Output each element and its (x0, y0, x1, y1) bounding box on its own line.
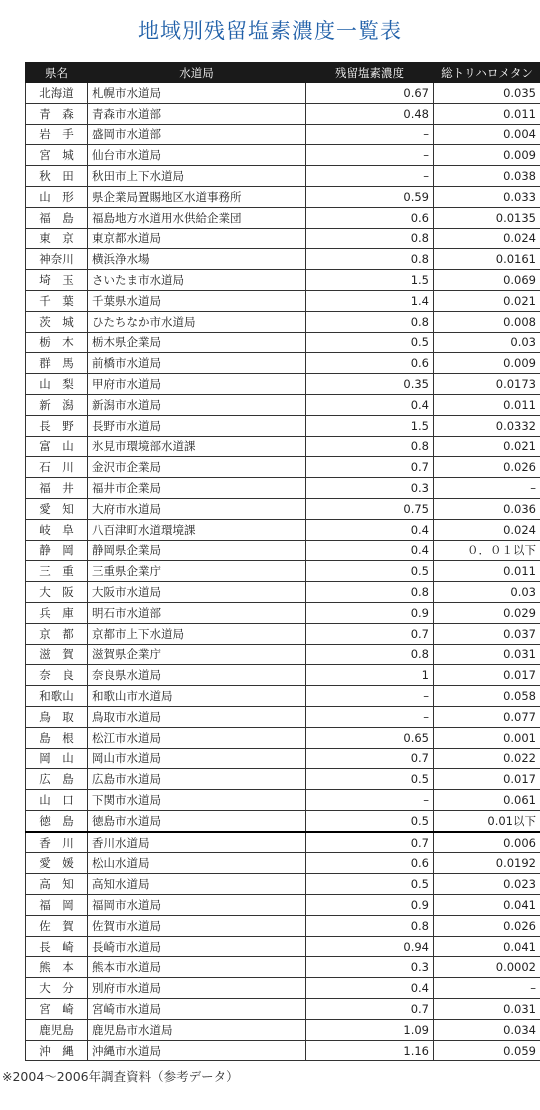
table-row (26, 1019, 540, 1040)
trihalomethane-cell: 0.077 (434, 706, 540, 727)
header-residual-chlorine: 残留塩素濃度 (306, 63, 434, 83)
water-bureau-cell: 沖縄市水道局 (88, 1040, 306, 1061)
table-row (26, 186, 540, 207)
table-row (26, 145, 540, 166)
table-row (26, 769, 540, 790)
table-row (26, 999, 540, 1020)
trihalomethane-cell: 0.037 (434, 623, 540, 644)
water-bureau-cell: 松山水道局 (88, 853, 306, 874)
trihalomethane-cell: 0.03 (434, 332, 540, 353)
trihalomethane-cell: 0.041 (434, 936, 540, 957)
table-row (26, 166, 540, 187)
residual-chlorine-cell: 0.5 (306, 874, 434, 895)
residual-chlorine-cell: 0.7 (306, 999, 434, 1020)
prefecture-cell: 群 馬 (26, 353, 88, 374)
residual-chlorine-cell: 0.5 (306, 332, 434, 353)
water-bureau-cell: 長野市水道局 (88, 415, 306, 436)
table-row (26, 790, 540, 811)
residual-chlorine-cell: 0.67 (306, 83, 434, 104)
prefecture-cell: 宮 崎 (26, 999, 88, 1020)
water-bureau-cell: 下関市水道局 (88, 790, 306, 811)
footnote: ※2004〜2006年調査資料（参考データ） (2, 1069, 239, 1085)
residual-chlorine-cell: 1.5 (306, 270, 434, 291)
trihalomethane-cell: 0.011 (434, 561, 540, 582)
water-bureau-cell: 佐賀市水道局 (88, 915, 306, 936)
trihalomethane-cell: 0.058 (434, 686, 540, 707)
residual-chlorine-cell: 1.5 (306, 415, 434, 436)
residual-chlorine-cell: 0.3 (306, 957, 434, 978)
table-row (26, 83, 540, 104)
trihalomethane-cell: 0.021 (434, 436, 540, 457)
water-bureau-cell: ひたちなか市水道局 (88, 311, 306, 332)
prefecture-cell: 富 山 (26, 436, 88, 457)
prefecture-cell: 山 梨 (26, 374, 88, 395)
trihalomethane-cell: 0.021 (434, 290, 540, 311)
water-bureau-cell: 横浜浄水場 (88, 249, 306, 270)
trihalomethane-cell: 0.03 (434, 582, 540, 603)
residual-chlorine-cell: 0.7 (306, 832, 434, 853)
trihalomethane-cell: 0.0002 (434, 957, 540, 978)
water-bureau-cell: 栃木県企業局 (88, 332, 306, 353)
prefecture-cell: 和歌山 (26, 686, 88, 707)
table-row (26, 957, 540, 978)
prefecture-cell: 愛 媛 (26, 853, 88, 874)
prefecture-cell: 三 重 (26, 561, 88, 582)
prefecture-cell: 沖 縄 (26, 1040, 88, 1061)
prefecture-cell: 岩 手 (26, 124, 88, 145)
residual-chlorine-cell: 0.4 (306, 540, 434, 561)
prefecture-cell: 京 都 (26, 623, 88, 644)
water-bureau-cell: 青森市水道部 (88, 103, 306, 124)
residual-chlorine-cell: 0.59 (306, 186, 434, 207)
water-bureau-cell: 大府市水道局 (88, 498, 306, 519)
trihalomethane-cell: 0.006 (434, 832, 540, 853)
residual-chlorine-cell: – (306, 706, 434, 727)
residual-chlorine-cell: 0.8 (306, 582, 434, 603)
table-row (26, 311, 540, 332)
table-row (26, 519, 540, 540)
prefecture-cell: 広 島 (26, 769, 88, 790)
water-bureau-cell: さいたま市水道局 (88, 270, 306, 291)
table-row (26, 290, 540, 311)
residual-chlorine-cell: 0.4 (306, 978, 434, 999)
water-bureau-cell: 新潟市水道局 (88, 394, 306, 415)
prefecture-cell: 愛 知 (26, 498, 88, 519)
table-row (26, 415, 540, 436)
water-bureau-cell: 氷見市環境部水道課 (88, 436, 306, 457)
residual-chlorine-cell: – (306, 686, 434, 707)
table-row (26, 686, 540, 707)
table-row (26, 394, 540, 415)
trihalomethane-cell: 0.017 (434, 769, 540, 790)
table-row (26, 727, 540, 748)
prefecture-cell: 高 知 (26, 874, 88, 895)
table-row (26, 978, 540, 999)
prefecture-cell: 長 野 (26, 415, 88, 436)
table-row (26, 665, 540, 686)
residual-chlorine-cell: 0.8 (306, 311, 434, 332)
prefecture-cell: 島 根 (26, 727, 88, 748)
residual-chlorine-cell: 0.7 (306, 748, 434, 769)
trihalomethane-cell: 0.026 (434, 915, 540, 936)
residual-chlorine-cell: 0.9 (306, 895, 434, 916)
table-row (26, 895, 540, 916)
trihalomethane-cell: 0.061 (434, 790, 540, 811)
trihalomethane-cell: 0.0173 (434, 374, 540, 395)
water-bureau-cell: 香川水道局 (88, 832, 306, 853)
trihalomethane-cell: 0.034 (434, 1019, 540, 1040)
residual-chlorine-cell: 0.48 (306, 103, 434, 124)
prefecture-cell: 大 阪 (26, 582, 88, 603)
water-bureau-cell: 前橋市水道局 (88, 353, 306, 374)
prefecture-cell: 熊 本 (26, 957, 88, 978)
water-bureau-cell: 千葉県水道局 (88, 290, 306, 311)
residual-chlorine-cell: 0.35 (306, 374, 434, 395)
trihalomethane-cell: 0.069 (434, 270, 540, 291)
trihalomethane-cell: 0.026 (434, 457, 540, 478)
trihalomethane-cell: 0.0332 (434, 415, 540, 436)
residual-chlorine-cell: 0.6 (306, 207, 434, 228)
table-row (26, 874, 540, 895)
trihalomethane-cell: 0.031 (434, 644, 540, 665)
residual-chlorine-cell: – (306, 790, 434, 811)
prefecture-cell: 宮 城 (26, 145, 88, 166)
trihalomethane-cell: 0.038 (434, 166, 540, 187)
residual-chlorine-cell: 0.6 (306, 353, 434, 374)
trihalomethane-cell: 0.01以下 (434, 810, 540, 831)
table-row (26, 748, 540, 769)
table-row (26, 270, 540, 291)
page-title: 地域別残留塩素濃度一覧表 (138, 19, 402, 43)
chlorine-table (25, 62, 540, 1061)
residual-chlorine-cell: 0.4 (306, 519, 434, 540)
prefecture-cell: 鹿児島 (26, 1019, 88, 1040)
water-bureau-cell: 徳島市水道局 (88, 810, 306, 831)
water-bureau-cell: 松江市水道局 (88, 727, 306, 748)
water-bureau-cell: 静岡県企業局 (88, 540, 306, 561)
water-bureau-cell: 福島地方水道用水供給企業団 (88, 207, 306, 228)
residual-chlorine-cell: 0.8 (306, 915, 434, 936)
water-bureau-cell: 熊本市水道局 (88, 957, 306, 978)
residual-chlorine-cell: 0.7 (306, 457, 434, 478)
table-row (26, 498, 540, 519)
table-row (26, 478, 540, 499)
residual-chlorine-cell: 0.75 (306, 498, 434, 519)
prefecture-cell: 茨 城 (26, 311, 88, 332)
residual-chlorine-cell: 0.5 (306, 561, 434, 582)
table-row (26, 249, 540, 270)
residual-chlorine-cell: – (306, 166, 434, 187)
water-bureau-cell: 盛岡市水道部 (88, 124, 306, 145)
trihalomethane-cell: 0.024 (434, 228, 540, 249)
residual-chlorine-cell: 1.4 (306, 290, 434, 311)
residual-chlorine-cell: 0.5 (306, 769, 434, 790)
water-bureau-cell: 大阪市水道局 (88, 582, 306, 603)
table-row (26, 706, 540, 727)
residual-chlorine-cell: 0.9 (306, 602, 434, 623)
table-row (26, 582, 540, 603)
prefecture-cell: 東 京 (26, 228, 88, 249)
water-bureau-cell: 明石市水道部 (88, 602, 306, 623)
table-header-row (26, 63, 540, 83)
water-bureau-cell: 岡山市水道局 (88, 748, 306, 769)
trihalomethane-cell: ０．０１以下 (434, 540, 540, 561)
prefecture-cell: 福 島 (26, 207, 88, 228)
trihalomethane-cell: 0.041 (434, 895, 540, 916)
residual-chlorine-cell: 1.09 (306, 1019, 434, 1040)
prefecture-cell: 新 潟 (26, 394, 88, 415)
water-bureau-cell: 宮崎市水道局 (88, 999, 306, 1020)
table-row (26, 602, 540, 623)
prefecture-cell: 徳 島 (26, 810, 88, 831)
residual-chlorine-cell: 0.94 (306, 936, 434, 957)
water-bureau-cell: 東京都水道局 (88, 228, 306, 249)
residual-chlorine-cell: 1 (306, 665, 434, 686)
trihalomethane-cell: 0.031 (434, 999, 540, 1020)
trihalomethane-cell: 0.022 (434, 748, 540, 769)
table-row (26, 540, 540, 561)
prefecture-cell: 山 口 (26, 790, 88, 811)
prefecture-cell: 千 葉 (26, 290, 88, 311)
trihalomethane-cell: 0.011 (434, 394, 540, 415)
prefecture-cell: 奈 良 (26, 665, 88, 686)
table-body (26, 83, 540, 1061)
water-bureau-cell: 広島市水道局 (88, 769, 306, 790)
table-row (26, 936, 540, 957)
trihalomethane-cell: 0.008 (434, 311, 540, 332)
water-bureau-cell: 高知水道局 (88, 874, 306, 895)
trihalomethane-cell: – (434, 478, 540, 499)
trihalomethane-cell: 0.0192 (434, 853, 540, 874)
table-row (26, 353, 540, 374)
table-row (26, 623, 540, 644)
table-row (26, 457, 540, 478)
residual-chlorine-cell: – (306, 124, 434, 145)
trihalomethane-cell: 0.023 (434, 874, 540, 895)
residual-chlorine-cell: 0.8 (306, 644, 434, 665)
trihalomethane-cell: 0.0135 (434, 207, 540, 228)
table-row (26, 436, 540, 457)
water-bureau-cell: 福井市企業局 (88, 478, 306, 499)
prefecture-cell: 佐 賀 (26, 915, 88, 936)
table-row (26, 228, 540, 249)
trihalomethane-cell: 0.004 (434, 124, 540, 145)
water-bureau-cell: 和歌山市水道局 (88, 686, 306, 707)
trihalomethane-cell: 0.059 (434, 1040, 540, 1061)
residual-chlorine-cell: 1.16 (306, 1040, 434, 1061)
header-water-bureau: 水道局 (88, 63, 306, 83)
prefecture-cell: 秋 田 (26, 166, 88, 187)
residual-chlorine-cell: 0.4 (306, 394, 434, 415)
trihalomethane-cell: 0.036 (434, 498, 540, 519)
water-bureau-cell: 県企業局置賜地区水道事務所 (88, 186, 306, 207)
table-row (26, 810, 540, 831)
residual-chlorine-cell: 0.8 (306, 249, 434, 270)
table-row (26, 103, 540, 124)
prefecture-cell: 滋 賀 (26, 644, 88, 665)
table-row (26, 644, 540, 665)
header-prefecture: 県名 (26, 63, 88, 83)
trihalomethane-cell: 0.009 (434, 353, 540, 374)
table-row (26, 1040, 540, 1061)
water-bureau-cell: 鳥取市水道局 (88, 706, 306, 727)
trihalomethane-cell: 0.017 (434, 665, 540, 686)
prefecture-cell: 北海道 (26, 83, 88, 104)
table-row (26, 207, 540, 228)
water-bureau-cell: 鹿児島市水道局 (88, 1019, 306, 1040)
table-row (26, 915, 540, 936)
table-row (26, 374, 540, 395)
water-bureau-cell: 秋田市上下水道局 (88, 166, 306, 187)
prefecture-cell: 福 岡 (26, 895, 88, 916)
prefecture-cell: 鳥 取 (26, 706, 88, 727)
prefecture-cell: 埼 玉 (26, 270, 88, 291)
water-bureau-cell: 別府市水道局 (88, 978, 306, 999)
trihalomethane-cell: 0.0161 (434, 249, 540, 270)
table-row (26, 561, 540, 582)
prefecture-cell: 青 森 (26, 103, 88, 124)
residual-chlorine-cell: 0.5 (306, 810, 434, 831)
prefecture-cell: 岡 山 (26, 748, 88, 769)
table-row (26, 853, 540, 874)
residual-chlorine-cell: 0.8 (306, 228, 434, 249)
header-total-trihalomethane: 総トリハロメタン (434, 63, 540, 83)
prefecture-cell: 岐 阜 (26, 519, 88, 540)
table-row (26, 832, 540, 853)
trihalomethane-cell: 0.029 (434, 602, 540, 623)
water-bureau-cell: 金沢市企業局 (88, 457, 306, 478)
residual-chlorine-cell: 0.65 (306, 727, 434, 748)
trihalomethane-cell: 0.011 (434, 103, 540, 124)
trihalomethane-cell: 0.009 (434, 145, 540, 166)
water-bureau-cell: 奈良県水道局 (88, 665, 306, 686)
prefecture-cell: 静 岡 (26, 540, 88, 561)
prefecture-cell: 石 川 (26, 457, 88, 478)
trihalomethane-cell: 0.035 (434, 83, 540, 104)
water-bureau-cell: 福岡市水道局 (88, 895, 306, 916)
prefecture-cell: 山 形 (26, 186, 88, 207)
water-bureau-cell: 京都市上下水道局 (88, 623, 306, 644)
water-bureau-cell: 札幌市水道局 (88, 83, 306, 104)
prefecture-cell: 栃 木 (26, 332, 88, 353)
prefecture-cell: 長 崎 (26, 936, 88, 957)
trihalomethane-cell: 0.024 (434, 519, 540, 540)
prefecture-cell: 神奈川 (26, 249, 88, 270)
water-bureau-cell: 仙台市水道局 (88, 145, 306, 166)
table-row (26, 124, 540, 145)
water-bureau-cell: 長崎市水道局 (88, 936, 306, 957)
water-bureau-cell: 三重県企業庁 (88, 561, 306, 582)
table-row (26, 332, 540, 353)
residual-chlorine-cell: – (306, 145, 434, 166)
water-bureau-cell: 滋賀県企業庁 (88, 644, 306, 665)
water-bureau-cell: 八百津町水道環境課 (88, 519, 306, 540)
trihalomethane-cell: 0.033 (434, 186, 540, 207)
water-bureau-cell: 甲府市水道局 (88, 374, 306, 395)
residual-chlorine-cell: 0.3 (306, 478, 434, 499)
residual-chlorine-cell: 0.6 (306, 853, 434, 874)
prefecture-cell: 福 井 (26, 478, 88, 499)
prefecture-cell: 香 川 (26, 832, 88, 853)
trihalomethane-cell: 0.001 (434, 727, 540, 748)
trihalomethane-cell: – (434, 978, 540, 999)
residual-chlorine-cell: 0.8 (306, 436, 434, 457)
residual-chlorine-cell: 0.7 (306, 623, 434, 644)
prefecture-cell: 兵 庫 (26, 602, 88, 623)
prefecture-cell: 大 分 (26, 978, 88, 999)
